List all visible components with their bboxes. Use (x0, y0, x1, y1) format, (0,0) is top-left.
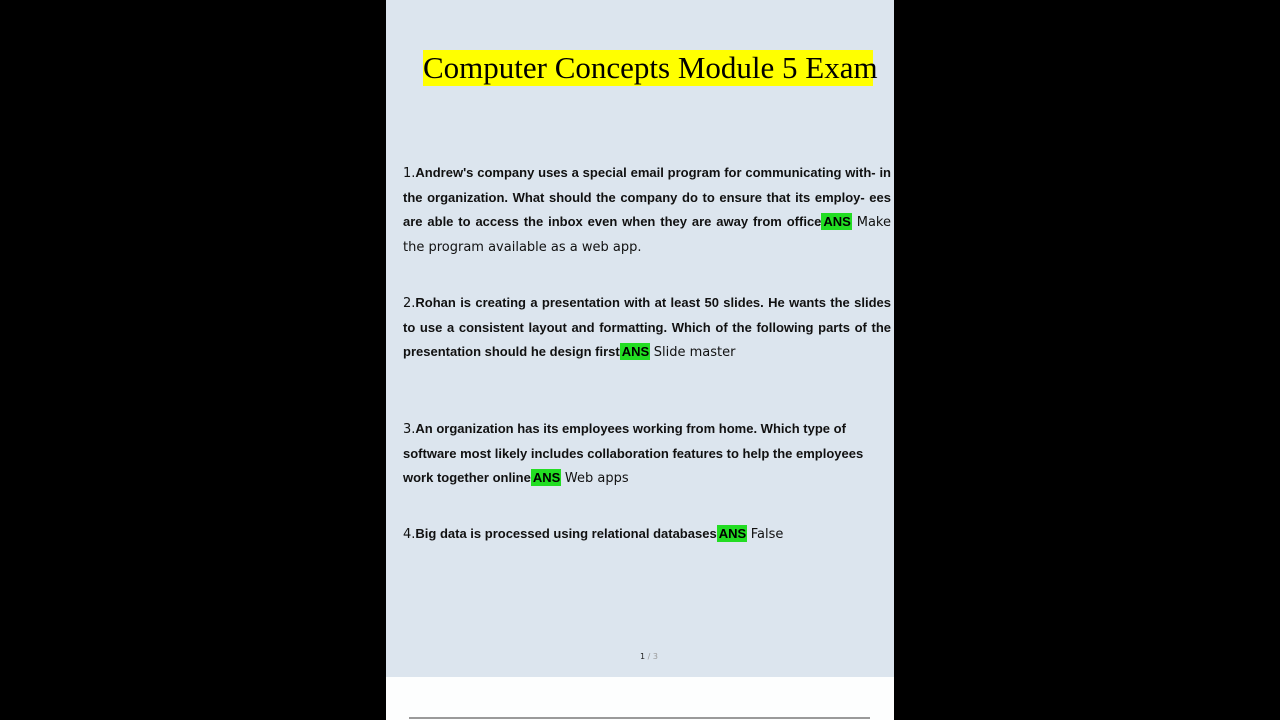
question-1 (403, 161, 891, 260)
question-number: 1. (403, 166, 416, 181)
answer-tag: ANS (823, 214, 851, 229)
question-number: 2. (403, 296, 416, 311)
answer-tag: ANS (621, 344, 650, 359)
answer-text: False (750, 527, 784, 542)
question-2 (403, 291, 891, 365)
page-current: 1 (640, 652, 646, 661)
answer-tag: ANS (718, 526, 747, 541)
answer-text: Slide master (653, 345, 736, 360)
question-3 (403, 417, 891, 491)
answer-text: Web apps (564, 471, 629, 486)
document-page-2 (386, 677, 894, 720)
page-indicator (640, 652, 658, 661)
question-4 (403, 522, 891, 547)
question-text: An organization has its employees working from home. Which type of software most likely includes collaboration features to help the employees work together online (403, 421, 864, 485)
question-text: Andrew's company uses a special email program for communicating with- in the organization. What should the company do to ensure that its employ- ees are able to access the inbox even when they are away from office (403, 165, 891, 229)
answer-tag: ANS (532, 470, 561, 485)
page-total: / 3 (645, 652, 658, 661)
question-number: 3. (403, 422, 416, 437)
answer-text: Make the program available as a web app. (403, 215, 891, 255)
page-2-divider (409, 717, 870, 719)
question-text: Big data is processed using relational databases (415, 526, 717, 541)
question-text: Rohan is creating a presentation with at least 50 slides. He wants the slides to use a consistent layout and formatting. Which of the following parts of the presentation should he design first (403, 295, 891, 359)
document-title: Computer Concepts Module 5 Exam (423, 50, 878, 85)
question-number: 4. (403, 527, 416, 542)
